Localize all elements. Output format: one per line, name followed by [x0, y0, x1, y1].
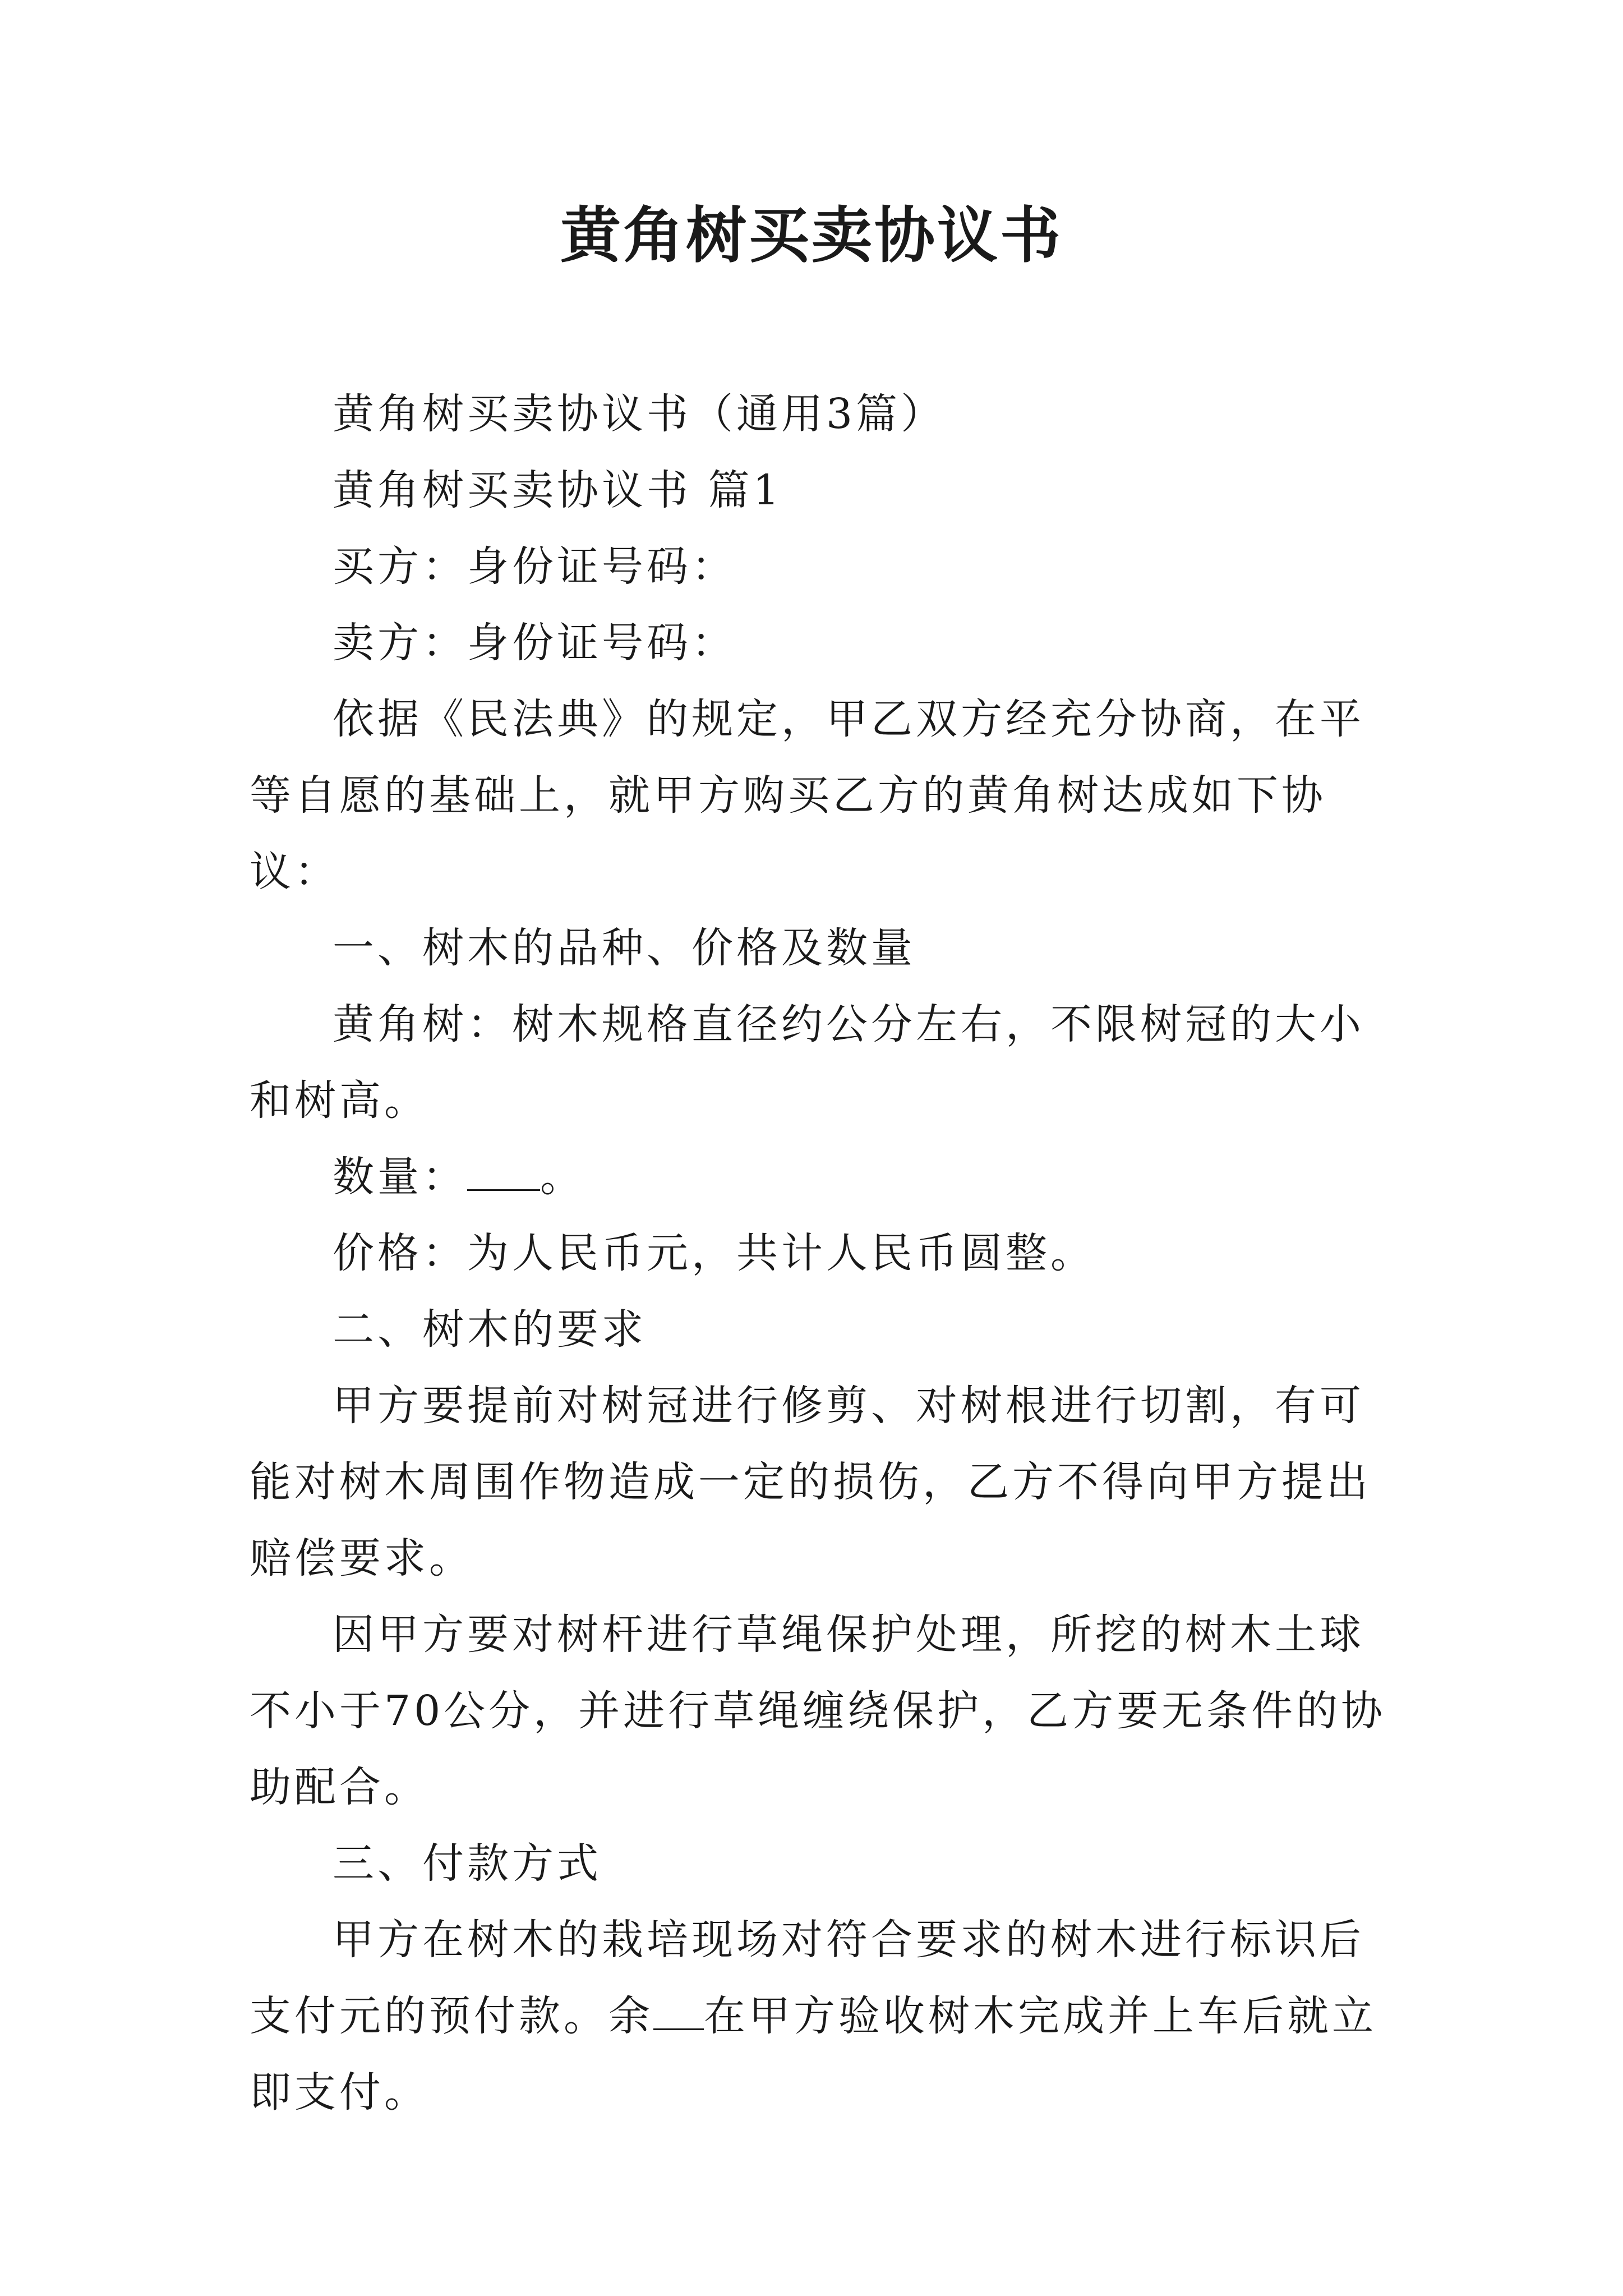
clause-heading-1: 一、树木的品种、价格及数量	[333, 924, 916, 972]
document-body	[250, 376, 1388, 2131]
tree-spec-paragraph: 黄角树：树木规格直径约公分左右，不限树冠的大小和树高。	[250, 1000, 1364, 1125]
clause-heading-2: 二、树木的要求	[333, 1305, 647, 1354]
quantity-label: 数量：	[333, 1153, 467, 1201]
clause-heading-3: 三、付款方式	[333, 1839, 602, 1888]
quantity-end: 。	[540, 1153, 585, 1201]
buyer-line: 买方：身份证号码：	[333, 542, 736, 591]
price-paragraph: 价格：为人民币元，共计人民币圆整。	[333, 1229, 1095, 1277]
payment-text-start: 甲方在树木的栽培现场对符合要求的树木进行标识后支付元的预付款。余	[250, 1916, 1364, 2040]
quantity-blank	[467, 1156, 540, 1191]
preamble-paragraph: 依据《民法典》的规定，甲乙双方经充分协商，在平等自愿的基础上，就甲方购买乙方的黄角树达成如下协议：	[250, 695, 1364, 896]
quantity-paragraph	[250, 1139, 1388, 1215]
balance-blank	[653, 1995, 704, 2030]
payment-text-end: 在甲方验收树木完成并上车后就立即支付。	[250, 1992, 1377, 2116]
protection-paragraph: 因甲方要对树杆进行草绳保护处理，所挖的树木土球不小于70公分，并进行草绳缠绕保护，乙方要无条件的协助配合。	[250, 1611, 1386, 1811]
seller-line: 卖方：身份证号码：	[333, 619, 736, 667]
pruning-paragraph: 甲方要提前对树冠进行修剪、对树根进行切割，有可能对树木周围作物造成一定的损伤，乙方不得向甲方提出赔偿要求。	[250, 1382, 1371, 1582]
payment-paragraph	[250, 1902, 1388, 2131]
subtitle-paragraph: 黄角树买卖协议书（通用3篇）	[333, 390, 946, 438]
section-heading-part-1: 黄角树买卖协议书 篇1	[333, 466, 783, 514]
document-title: 黄角树买卖协议书	[560, 200, 1063, 271]
